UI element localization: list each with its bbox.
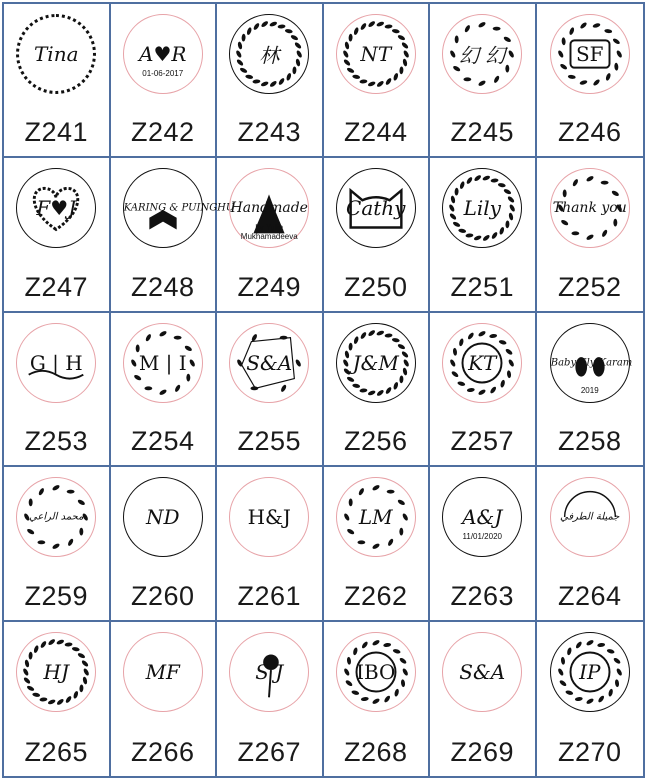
product-tile[interactable] [217, 313, 324, 467]
product-tile[interactable] [217, 467, 324, 621]
product-tile[interactable] [217, 4, 324, 158]
seal-image [229, 168, 309, 248]
product-tile[interactable] [430, 622, 537, 776]
seal-image [123, 477, 203, 557]
product-grid [2, 2, 645, 778]
product-code: Z245 [450, 117, 515, 148]
product-tile[interactable] [4, 313, 111, 467]
product-tile[interactable] [111, 313, 218, 467]
seal-image [123, 168, 235, 248]
product-code: Z260 [130, 580, 195, 611]
product-tile[interactable] [324, 158, 431, 312]
product-tile[interactable] [430, 313, 537, 467]
seal-image [550, 632, 630, 712]
seal-image [442, 632, 522, 712]
product-tile[interactable] [537, 158, 644, 312]
seal-monogram: M | I [138, 350, 187, 375]
product-code: Z249 [237, 271, 302, 302]
seal-image [123, 323, 203, 403]
seal-image [16, 168, 96, 248]
seal-image [336, 323, 416, 403]
product-tile[interactable] [537, 622, 644, 776]
product-tile[interactable] [4, 622, 111, 776]
seal-monogram: ND [145, 505, 180, 530]
product-tile[interactable] [537, 4, 644, 158]
product-code: Z247 [24, 271, 89, 302]
seal-monogram: IBO [356, 659, 396, 684]
seal-image [229, 632, 309, 712]
seal-subtext: 2019 [580, 385, 599, 395]
product-tile[interactable] [430, 158, 537, 312]
seal-image [336, 632, 416, 712]
seal-image [550, 14, 630, 94]
product-tile[interactable] [4, 4, 111, 158]
product-code: Z270 [557, 736, 622, 767]
seal-image [442, 168, 522, 248]
product-tile[interactable] [537, 467, 644, 621]
product-tile[interactable] [430, 4, 537, 158]
seal-monogram: S&A [459, 659, 506, 684]
product-code: Z263 [450, 580, 515, 611]
seal-image [442, 14, 522, 94]
product-code: Z246 [557, 117, 622, 148]
product-code: Z258 [557, 426, 622, 457]
seal-monogram: Tina [33, 42, 79, 66]
seal-image [229, 323, 309, 403]
product-tile[interactable] [217, 622, 324, 776]
product-code: Z256 [343, 426, 408, 457]
product-code: Z248 [130, 271, 195, 302]
product-code: Z267 [237, 736, 302, 767]
seal-image [229, 14, 309, 94]
seal-image [550, 323, 633, 403]
seal-monogram: F♥J [36, 196, 77, 221]
product-tile[interactable] [111, 158, 235, 312]
seal-image [16, 14, 96, 94]
seal-monogram: Baby Ely Karam [550, 357, 633, 369]
seal-subtext: by Yulia Mukhamadeeva [240, 223, 298, 242]
product-tile[interactable] [217, 158, 324, 312]
product-code: Z265 [24, 736, 89, 767]
product-code: Z243 [237, 117, 302, 148]
seal-monogram: Lily [463, 196, 501, 221]
product-tile[interactable] [111, 622, 218, 776]
seal-monogram: H&J [247, 505, 291, 530]
product-code: Z250 [343, 271, 408, 302]
seal-image [123, 632, 203, 712]
seal-monogram: SF [575, 42, 604, 66]
product-code: Z262 [343, 580, 408, 611]
seal-image [229, 477, 309, 557]
seal-monogram: KARING & PUINGHU [123, 202, 235, 214]
seal-monogram: G | H [29, 350, 83, 375]
seal-monogram: J&M [352, 350, 399, 375]
seal-monogram: 林 [259, 43, 280, 68]
seal-image [16, 477, 96, 557]
seal-monogram: محمد الراعي [29, 511, 84, 523]
product-tile[interactable] [324, 622, 431, 776]
seal-monogram: جميلة الطرفي [560, 511, 620, 523]
product-tile[interactable] [111, 467, 218, 621]
seal-image [16, 323, 96, 403]
product-code: Z251 [450, 271, 515, 302]
seal-image [336, 168, 416, 248]
product-code: Z269 [450, 736, 515, 767]
product-tile[interactable] [4, 467, 111, 621]
seal-monogram: 幻 幻 [459, 43, 506, 68]
product-code: Z261 [237, 580, 302, 611]
seal-image [442, 477, 522, 557]
product-code: Z259 [24, 580, 89, 611]
seal-monogram: Handmade [230, 200, 308, 217]
seal-image [336, 477, 416, 557]
seal-monogram: Cathy [346, 196, 406, 221]
seal-subtext: 01-06-2017 [142, 69, 184, 78]
product-code: Z252 [557, 271, 622, 302]
seal-monogram: NT [360, 42, 392, 66]
product-code: Z255 [237, 426, 302, 457]
product-code: Z253 [24, 426, 89, 457]
product-tile[interactable] [111, 4, 218, 158]
seal-image [336, 14, 416, 94]
seal-monogram: S&A [246, 350, 293, 375]
seal-monogram: S J [255, 659, 284, 684]
seal-monogram: A&J [462, 505, 503, 530]
seal-subtext: 11/01/2020 [462, 532, 502, 542]
seal-image [550, 168, 630, 248]
product-code: Z241 [24, 117, 89, 148]
seal-monogram: IP [579, 659, 601, 684]
seal-monogram: MF [145, 659, 180, 684]
seal-image [123, 14, 203, 94]
seal-monogram: Thank you [552, 200, 627, 217]
seal-monogram: A♥R [139, 42, 187, 66]
product-code: Z242 [130, 117, 195, 148]
product-code: Z244 [343, 117, 408, 148]
product-code: Z257 [450, 426, 515, 457]
product-code: Z264 [557, 580, 622, 611]
product-code: Z266 [130, 736, 195, 767]
product-tile[interactable] [537, 313, 644, 467]
seal-monogram: LM [358, 505, 393, 530]
product-code: Z254 [130, 426, 195, 457]
seal-image [442, 323, 522, 403]
product-tile[interactable] [324, 4, 431, 158]
seal-monogram: KT [468, 350, 497, 375]
product-tile[interactable] [430, 467, 537, 621]
product-tile[interactable] [324, 313, 431, 467]
product-tile[interactable] [4, 158, 111, 312]
seal-image [550, 477, 630, 557]
seal-monogram: HJ [43, 659, 69, 684]
product-code: Z268 [343, 736, 408, 767]
product-tile[interactable] [324, 467, 431, 621]
seal-image [16, 632, 96, 712]
